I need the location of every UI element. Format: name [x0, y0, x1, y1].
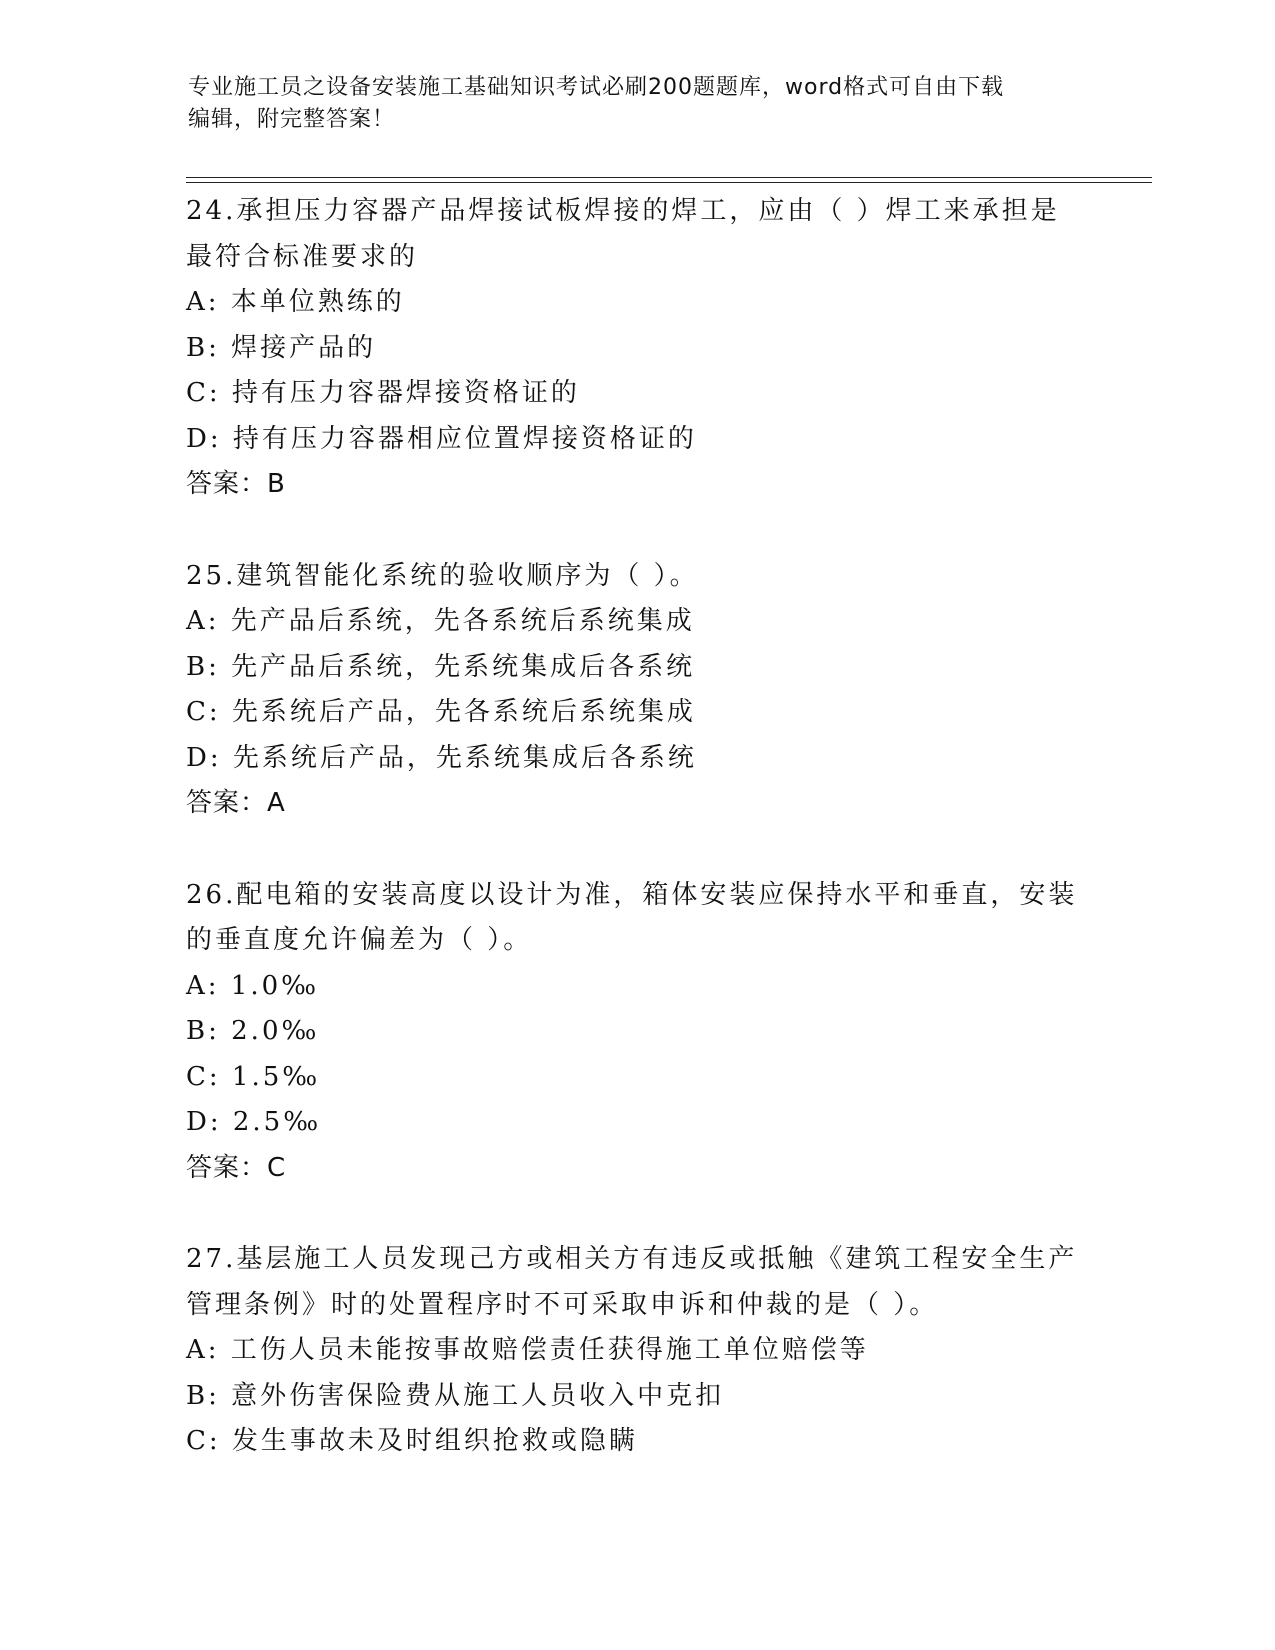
answer-line: 答案：C — [186, 1152, 287, 1183]
question-stem-line: 的垂直度允许偏差为（ ）。 — [186, 925, 533, 955]
option-d: D: 先系统后产品，先系统集成后各系统 — [186, 742, 697, 773]
header-divider-bottom — [186, 182, 1152, 183]
option-a: A: 先产品后系统，先各系统后系统集成 — [186, 606, 695, 636]
document-header — [188, 72, 1068, 136]
option-a: A: 1.0‰ — [186, 970, 320, 1001]
question-list — [186, 189, 1086, 1465]
answer-line: 答案：B — [186, 469, 286, 499]
question-spacer — [186, 827, 1086, 873]
option-a: A: 工伤人员未能按事故赔偿责任获得施工单位赔偿等 — [186, 1335, 869, 1365]
question-stem-line: 27.基层施工人员发现己方或相关方有违反或抵触《建筑工程安全生产 — [186, 1244, 1078, 1274]
option-b: B: 意外伤害保险费从施工人员收入中克扣 — [186, 1380, 725, 1411]
header-divider-top — [186, 177, 1152, 178]
question-25 — [186, 554, 1086, 827]
question-stem-line: 最符合标准要求的 — [186, 241, 419, 272]
question-stem-line: 24.承担压力容器产品焊接试板焊接的焊工，应由（ ）焊工来承担是 — [186, 196, 1060, 226]
question-stem-line: 管理条例》时的处置程序时不可采取申诉和仲裁的是（ ）。 — [186, 1289, 939, 1320]
question-stem-line: 26.配电箱的安装高度以设计为准，箱体安装应保持水平和垂直，安装 — [186, 879, 1078, 910]
question-spacer — [186, 508, 1086, 554]
option-c: C: 1.5‰ — [186, 1061, 321, 1092]
option-c: C: 发生事故未及时组织抢救或隐瞒 — [186, 1426, 638, 1456]
option-b: B: 先产品后系统，先系统集成后各系统 — [186, 651, 696, 682]
answer-line: 答案：A — [186, 788, 286, 818]
question-27 — [186, 1237, 1086, 1465]
option-d: D: 持有压力容器相应位置焊接资格证的 — [186, 423, 697, 454]
question-24 — [186, 189, 1086, 508]
header-line-1: 专业施工员之设备安装施工基础知识考试必刷200题题库，word格式可自由下载 — [188, 75, 1005, 100]
question-stem-line: 25.建筑智能化系统的验收顺序为（ ）。 — [186, 560, 699, 591]
header-line-2: 编辑，附完整答案！ — [188, 107, 396, 132]
option-a: A: 本单位熟练的 — [186, 287, 405, 317]
option-b: B: 焊接产品的 — [186, 332, 377, 363]
question-26 — [186, 873, 1086, 1192]
option-b: B: 2.0‰ — [186, 1016, 320, 1046]
option-c: C: 先系统后产品，先各系统后系统集成 — [186, 697, 696, 727]
question-spacer — [186, 1191, 1086, 1237]
option-d: D: 2.5‰ — [186, 1107, 322, 1137]
option-c: C: 持有压力容器焊接资格证的 — [186, 378, 580, 408]
